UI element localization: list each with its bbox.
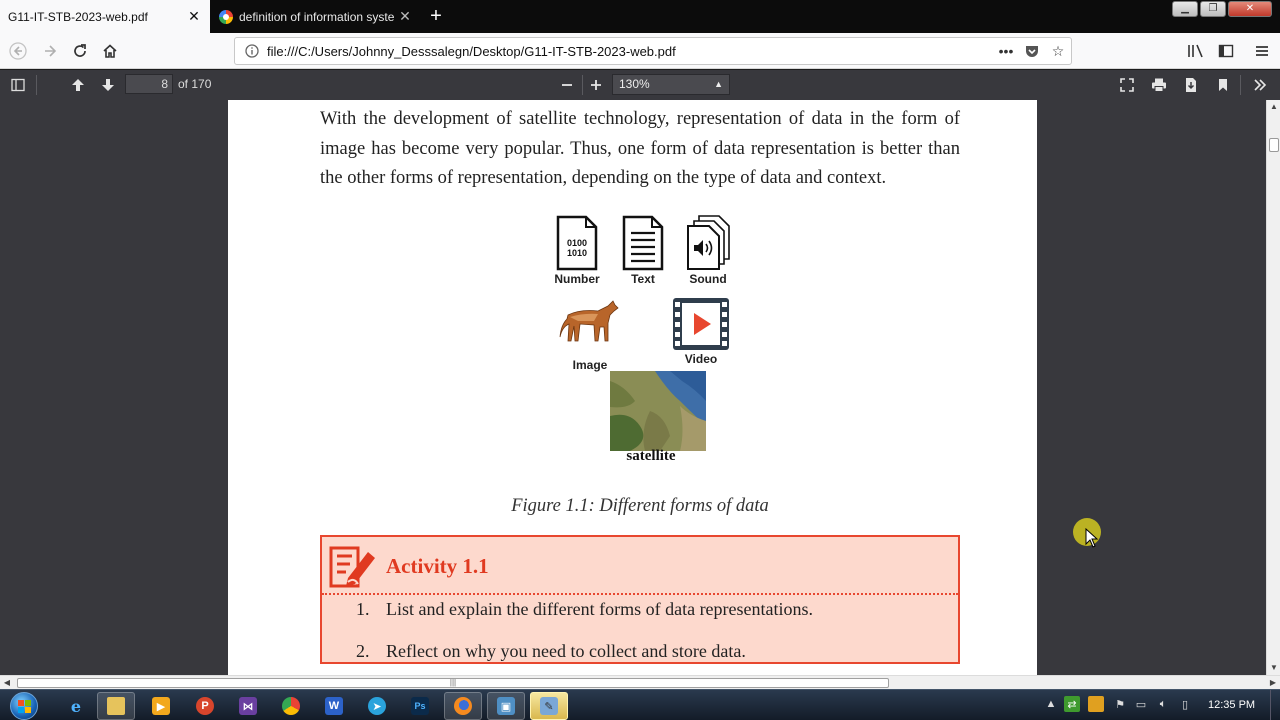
wps-presentation-icon: P bbox=[196, 697, 214, 715]
tab-search[interactable] bbox=[211, 0, 421, 33]
activity-title: Activity 1.1 bbox=[386, 554, 489, 578]
minus-icon bbox=[561, 79, 573, 91]
activity-pencil-icon bbox=[328, 544, 378, 590]
taskbar-chrome[interactable] bbox=[272, 692, 310, 720]
pdf-viewer[interactable] bbox=[0, 100, 1266, 675]
maximize-button[interactable]: ❐ bbox=[1200, 1, 1226, 17]
action-center-flag-icon[interactable]: ⚑ bbox=[1115, 698, 1125, 711]
telegram-icon: ➤ bbox=[368, 697, 386, 715]
reload-button[interactable] bbox=[68, 39, 92, 63]
scroll-up-arrow-icon[interactable]: ▲ bbox=[1270, 102, 1278, 111]
visual-studio-icon: ⋈ bbox=[239, 697, 257, 715]
page-info-icon[interactable] bbox=[243, 42, 261, 60]
presentation-mode-button[interactable] bbox=[1115, 73, 1139, 97]
figure-sound bbox=[682, 215, 734, 286]
wolf-image-icon bbox=[558, 297, 622, 353]
figure-number bbox=[550, 215, 604, 286]
activity-list bbox=[356, 599, 813, 675]
forward-button[interactable] bbox=[38, 39, 62, 63]
internet-explorer-icon: e bbox=[70, 696, 82, 716]
figure-image bbox=[558, 297, 622, 372]
photoshop-icon: Ps bbox=[411, 697, 429, 715]
dropdown-caret-icon: ▲ bbox=[714, 79, 723, 89]
label-number: Number bbox=[554, 272, 600, 286]
activity-item-number: 2. bbox=[356, 641, 370, 661]
menu-button[interactable] bbox=[1250, 39, 1274, 63]
taskbar-paint[interactable] bbox=[530, 692, 568, 720]
screen-recorder-icon: ▣ bbox=[497, 697, 515, 715]
activity-item-number: 1. bbox=[356, 599, 370, 619]
taskbar-wps-presentation[interactable] bbox=[186, 692, 224, 720]
figure-video bbox=[668, 295, 734, 366]
show-desktop-button[interactable] bbox=[1270, 690, 1280, 720]
activity-item-text: List and explain the different forms of data representations. bbox=[386, 599, 814, 619]
taskbar-media-player[interactable] bbox=[142, 692, 180, 720]
label-image: Image bbox=[572, 358, 608, 372]
sidebar-button[interactable] bbox=[1214, 39, 1238, 63]
taskbar-firefox[interactable] bbox=[444, 692, 482, 720]
zoom-value: 130% bbox=[619, 77, 650, 91]
toolbar-separator bbox=[36, 75, 37, 95]
back-arrow-icon bbox=[9, 42, 27, 60]
close-tab-icon[interactable]: ✕ bbox=[188, 8, 200, 24]
sidebar-toggle-icon bbox=[10, 77, 26, 93]
save-button[interactable] bbox=[1179, 73, 1203, 97]
close-tab-icon[interactable]: ✕ bbox=[399, 8, 411, 24]
library-icon bbox=[1187, 43, 1205, 59]
bookmark-icon bbox=[1217, 78, 1229, 92]
windows-logo-icon bbox=[10, 692, 38, 720]
current-view-bookmark-button[interactable] bbox=[1211, 73, 1235, 97]
toolbar-separator bbox=[1240, 75, 1241, 95]
horizontal-scrollbar[interactable] bbox=[0, 675, 1280, 689]
label-video: Video bbox=[684, 352, 718, 366]
figure-caption: Figure 1.1: Different forms of data bbox=[511, 496, 769, 516]
scroll-left-arrow-icon[interactable]: ◀ bbox=[3, 678, 11, 687]
taskbar-photoshop[interactable] bbox=[401, 692, 439, 720]
vertical-scrollbar[interactable] bbox=[1266, 100, 1280, 675]
activity-item bbox=[356, 641, 813, 675]
plus-icon bbox=[590, 79, 602, 91]
navigation-bar bbox=[0, 33, 1280, 69]
network-icon[interactable]: ▭ bbox=[1135, 698, 1147, 711]
minimize-button[interactable]: ▁ bbox=[1172, 1, 1198, 17]
tab-pdf[interactable] bbox=[0, 0, 210, 33]
app-tray-icon[interactable] bbox=[1088, 696, 1104, 712]
home-icon bbox=[102, 43, 118, 59]
fullscreen-icon bbox=[1120, 78, 1134, 92]
taskbar-wps-writer[interactable] bbox=[315, 692, 353, 720]
download-icon bbox=[1184, 77, 1198, 93]
wps-writer-icon: W bbox=[325, 697, 343, 715]
power-icon[interactable]: ▯ bbox=[1181, 698, 1189, 711]
page-count: of 170 bbox=[178, 77, 212, 91]
arrow-down-icon bbox=[101, 78, 115, 92]
chrome-icon bbox=[282, 697, 300, 715]
firefox-icon bbox=[454, 697, 472, 715]
show-hidden-icons[interactable]: ▲ bbox=[1045, 698, 1057, 710]
google-icon bbox=[219, 10, 233, 24]
figure-satellite bbox=[610, 371, 706, 465]
previous-page-button[interactable] bbox=[66, 73, 90, 97]
activity-box bbox=[320, 535, 960, 664]
taskbar-telegram[interactable] bbox=[358, 692, 396, 720]
tab-title: G11-IT-STB-2023-web.pdf bbox=[8, 9, 148, 24]
taskbar-explorer[interactable] bbox=[97, 692, 135, 720]
binary-glyph-bottom: 1010 bbox=[566, 248, 588, 258]
hamburger-menu-icon bbox=[1254, 43, 1270, 59]
windows-taskbar bbox=[0, 689, 1280, 720]
activity-item bbox=[356, 599, 813, 641]
double-chevron-right-icon bbox=[1253, 78, 1267, 92]
window-controls bbox=[1172, 1, 1272, 17]
binary-document-icon bbox=[555, 215, 599, 271]
bookmark-star-icon[interactable]: ☆ bbox=[1051, 42, 1065, 59]
url-text[interactable]: file:///C:/Users/Johnny_Desssalegn/Desktop/G11-IT-STB-2023-web.pdf bbox=[267, 43, 676, 59]
label-sound: Sound bbox=[689, 272, 727, 286]
toolbar-separator bbox=[582, 75, 583, 95]
taskbar-ie[interactable] bbox=[57, 692, 95, 720]
vertical-scroll-thumb[interactable] bbox=[1269, 138, 1279, 152]
address-bar[interactable] bbox=[234, 37, 1072, 65]
activity-item-text: Reflect on why you need to collect and store data. bbox=[386, 641, 746, 661]
pdf-page bbox=[228, 100, 1037, 675]
scroll-down-arrow-icon[interactable]: ▼ bbox=[1270, 663, 1278, 672]
label-satellite: satellite bbox=[626, 448, 676, 464]
label-text: Text bbox=[631, 272, 655, 286]
mouse-cursor-icon bbox=[1085, 528, 1099, 548]
figure-text bbox=[620, 215, 666, 286]
zoom-select[interactable] bbox=[612, 74, 730, 95]
zoom-out-button[interactable] bbox=[555, 73, 579, 97]
toggle-sidebar-button[interactable] bbox=[6, 73, 30, 97]
folder-icon bbox=[107, 697, 125, 715]
tools-button[interactable] bbox=[1248, 73, 1272, 97]
volume-icon[interactable]: 🔈︎ bbox=[1159, 697, 1167, 710]
system-clock[interactable]: 12:35 PM bbox=[1208, 699, 1256, 711]
arrow-up-icon bbox=[71, 78, 85, 92]
new-tab-button[interactable]: + bbox=[430, 5, 442, 27]
pocket-icon[interactable] bbox=[1019, 39, 1045, 63]
zoom-in-button[interactable] bbox=[584, 73, 608, 97]
figure-forms-of-data bbox=[528, 205, 748, 475]
taskbar-visual-studio[interactable] bbox=[229, 692, 267, 720]
printer-icon bbox=[1151, 77, 1167, 93]
home-button[interactable] bbox=[98, 39, 122, 63]
network-sync-tray-icon[interactable]: ⇄ bbox=[1064, 696, 1080, 712]
library-button[interactable] bbox=[1184, 39, 1208, 63]
page-actions-icon[interactable]: ••• bbox=[998, 43, 1014, 59]
horizontal-scroll-thumb[interactable]: ||| bbox=[17, 678, 889, 688]
text-document-icon bbox=[621, 215, 665, 271]
sound-document-icon bbox=[685, 215, 731, 271]
forward-arrow-icon bbox=[42, 43, 58, 59]
start-button[interactable] bbox=[6, 690, 42, 720]
pdf-toolbar bbox=[0, 70, 1280, 100]
page-number-input[interactable]: 8 bbox=[125, 74, 173, 94]
satellite-map-image bbox=[610, 371, 706, 451]
taskbar-screen-recorder[interactable] bbox=[487, 692, 525, 720]
close-window-button[interactable]: ✕ bbox=[1228, 1, 1272, 17]
print-button[interactable] bbox=[1147, 73, 1171, 97]
back-button[interactable] bbox=[6, 39, 30, 63]
scroll-right-arrow-icon[interactable]: ▶ bbox=[1269, 678, 1277, 687]
tab-strip bbox=[0, 0, 1280, 33]
media-player-icon: ▶ bbox=[152, 697, 170, 715]
tab-title: definition of information syste bbox=[239, 9, 395, 24]
paint-icon: ✎ bbox=[540, 697, 558, 715]
binary-glyph-top: 0100 bbox=[566, 238, 588, 248]
body-paragraph: With the development of satellite technology, representation of data in the form of image has become very popular. Thus, one form of data representation is better than the other forms of representation, depending on the type of data and context. bbox=[320, 109, 960, 188]
reload-icon bbox=[72, 43, 88, 59]
activity-header bbox=[322, 537, 958, 595]
video-player-icon bbox=[671, 295, 731, 353]
sidebar-icon bbox=[1218, 43, 1234, 59]
next-page-button[interactable] bbox=[96, 73, 120, 97]
